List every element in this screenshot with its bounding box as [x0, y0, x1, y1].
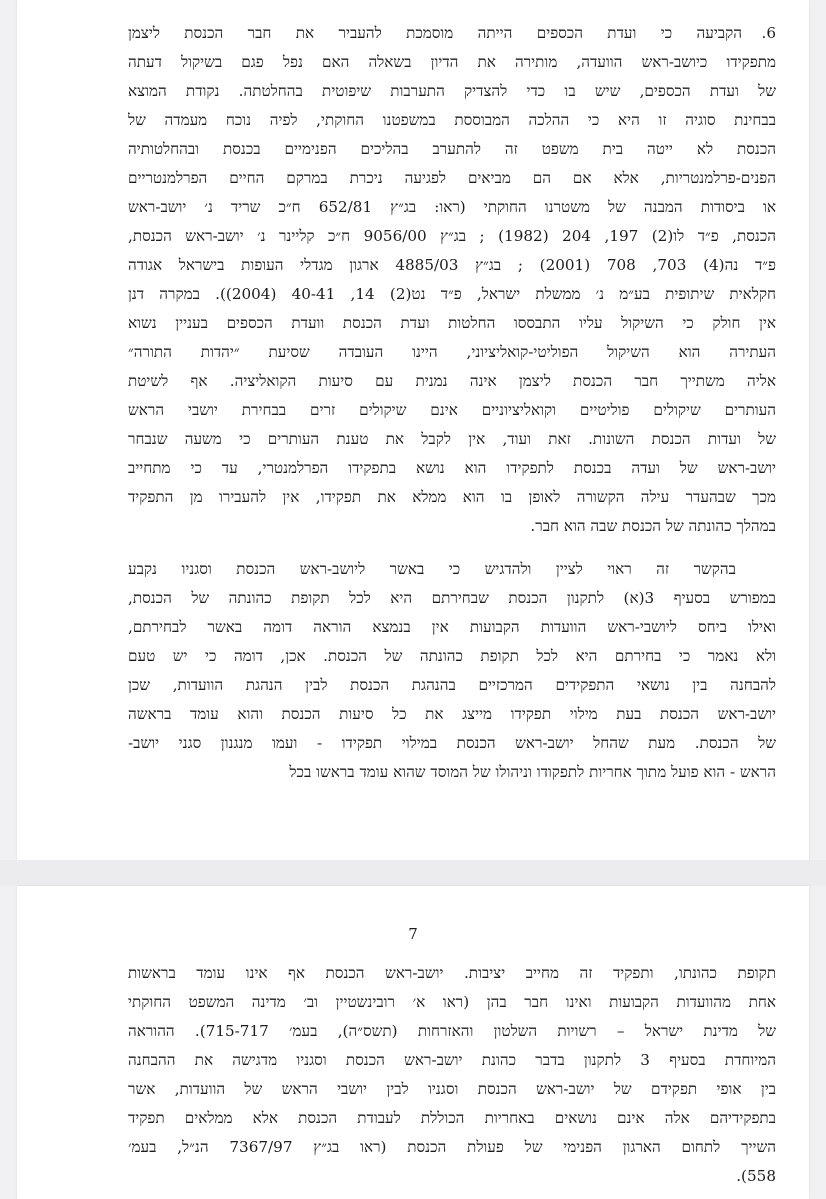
line-text: אין חולק כי השיקול עליו התבססו החלטות ועדת הכנסת וועדת הכספים בעניין נשוא [128, 314, 776, 332]
text-line [128, 367, 776, 396]
document-page-7 [17, 886, 809, 1199]
text-line [128, 19, 776, 48]
line-text: העותרים שיקולים פוליטיים וקואליציוניים אינם שיקולים זרים בבחירת יושבי הראש [128, 401, 776, 419]
text-line [128, 309, 776, 338]
line-text: הפנים-פרלמנטריות, אלא אם הם מביאים לפגיעה ניכרת במרקם החיים הפרלמנטריים [128, 169, 776, 187]
text-line [128, 164, 776, 193]
text-line [128, 425, 776, 454]
paragraph-6 [128, 19, 776, 541]
line-text: העתירה הוא השיקול הפוליטי-קואליציוני, היינו העובדה שסיעת ״יהדות התורה״ [128, 343, 776, 361]
text-line [128, 1046, 776, 1075]
line-text: בין אופי תפקידם של יושב-ראש הכנסת וסגניו לבין יושבי הראש של הוועדות, אשר [128, 1080, 776, 1098]
text-line [128, 512, 776, 541]
line-text: ולא נאמר כי בחירתם היא לכל תקופת כהונתה של הכנסת. אכן, דומה כי יש טעם [128, 647, 776, 665]
line-text: להבחנה בין נושאי התפקידים המרכזיים בהנהגת הכנסת לבין הנהגת הוועדות, שכן [128, 676, 776, 694]
text-line [128, 729, 776, 758]
line-text: הכנסת, פ״ד לו(2) 197, 204 (1982) ; בג״ץ 9056/00 ח״כ קליינר נ׳ יושב-ראש הכנסת, [128, 227, 776, 245]
line-text: ואילו ביחס ליושבי-ראש הוועדות הקבועות אין בנמצא הוראה דומה באשר לבחירתם, [128, 618, 776, 636]
line-text: הקביעה כי ועדת הכספים הייתה מוסמכת להעביר את חבר הכנסת ליצמן [128, 24, 742, 42]
line-text: אחת מהוועדות הקבועות ואינו חבר בהן (ראו א׳ רובינשטיין וב׳ מדינה המשפט החוקתי [128, 993, 776, 1011]
text-line [128, 396, 776, 425]
text-line [128, 483, 776, 512]
text-line [128, 280, 776, 309]
text-line [128, 671, 776, 700]
line-text: של ועדת הכספים, שיש בו כדי להצדיק התערבות שיפוטית בהחלטתה. נקודת המוצא [128, 82, 776, 100]
text-line [128, 1075, 776, 1104]
line-text: בהקשר זה ראוי לציין ולהדגיש כי באשר ליושב-ראש הכנסת וסגניו נקבע [128, 560, 736, 578]
line-text: הראש - הוא פועל מתוך אחריות לתפקודו וניהולו של המוסד שהוא עומד בראשו בכל [289, 763, 776, 781]
line-text: המיוחדת בסעיף 3 לתקנון בדבר כהונת יושב-ראש הכנסת וסגניו מדגישה את ההבחנה [128, 1051, 776, 1069]
text-line [128, 758, 776, 787]
line-text: השייך לתחום הארגון הפנימי של פעולת הכנסת (ראו בג״ץ 7367/97 הנ״ל, בעמ׳ [128, 1138, 776, 1156]
text-line [128, 1133, 776, 1162]
line-text: הכנסת לא ייטה בית משפט זה להתערב בהליכים הפנימיים בכנסת ובהחלטותיה [128, 140, 776, 158]
text-line [128, 222, 776, 251]
line-text: תקופת כהונתו, ותפקיד זה מחייב יציבות. יושב-ראש הכנסת אף אינו עומד בראשות [128, 964, 776, 982]
line-text: אליה משתייך חבר הכנסת ליצמן אינה נמנית עם סיעות הקואליציה. אף לשיטת [128, 372, 776, 390]
line-text: בתפקידיהם אלה אינם נושאים באחריות הכוללת לעבודת הכנסת אלא ממלאים תפקיד [128, 1109, 776, 1127]
line-text: של ועדות הכנסת השונות. זאת ועוד, אין לקבל את טענת העותרים כי משעה שנבחר [128, 430, 776, 448]
paragraph-number: 6. [761, 24, 776, 42]
line-text: פ״ד נה(4) 703, 708 (2001) ; בג״ץ 4885/03 ארגון מגדלי העופות בישראל אגודה [128, 256, 776, 274]
text-line [128, 988, 776, 1017]
text-line [128, 1017, 776, 1046]
line-text: בבחינת סוגיה זו היא כי ההלכה המבוססת במשפטנו החוקתי, לפיה נוכח מעמדה של [128, 111, 776, 129]
line-text: מכך שבהעדר עילה הקשורה לאופן בו הוא ממלא את תפקידו, אין להעבירו מן התפקיד [128, 488, 776, 506]
line-text: 558). [736, 1167, 776, 1185]
paragraph-continuation [128, 555, 776, 787]
text-line [128, 613, 776, 642]
document-page-6 [17, 0, 809, 860]
text-line [128, 1162, 776, 1191]
line-text: במפורש בסעיף 3(א) לתקנון הכנסת שבחירתם היא לכל תקופת כהונתה של הכנסת, [128, 589, 776, 607]
text-line [128, 700, 776, 729]
line-text: של מדינת ישראל – רשויות השלטון והאזרחות (תשס״ה), בעמ׳ 715-717). ההוראה [128, 1022, 776, 1040]
text-line [128, 338, 776, 367]
text-line [128, 454, 776, 483]
text-line [128, 642, 776, 671]
line-text: יושב-ראש הכנסת בעת מילוי תפקידו מייצג את כל סיעות הכנסת והוא עומד בראשה [128, 705, 776, 723]
text-line [128, 251, 776, 280]
paragraph-page-7 [128, 959, 776, 1191]
line-text: חקלאית שיתופית בע״מ נ׳ ממשלת ישראל, פ״ד נט(2) 14, 40-41 (2004)). במקרה דנן [128, 285, 776, 303]
text-line [128, 1104, 776, 1133]
page-separator [0, 860, 826, 886]
line-text: יושב-ראש של ועדה בכנסת לתפקידו הוא נושא בתפקידו הפרלמנטרי, עד כי מתחייב [128, 459, 776, 477]
line-text: במהלך כהונתה של הכנסת שבה הוא חבר. [530, 517, 776, 535]
line-text: מתפקידו כיושב-ראש הוועדה, מותירה את הדיון בשאלה האם נפל פגם בשיקול דעתה [128, 53, 776, 71]
text-line [128, 135, 776, 164]
text-line [128, 77, 776, 106]
line-text: או ביסודות המבנה של משטרנו החוקתי (ראו: בג״ץ 652/81 ח״כ שריד נ׳ יושב-ראש [128, 198, 776, 216]
text-line [128, 959, 776, 988]
text-line [128, 584, 776, 613]
text-line [128, 106, 776, 135]
text-line [128, 48, 776, 77]
line-text: של הכנסת. מעת שהחל יושב-ראש הכנסת במילוי תפקידו - ועמו מנגנון סגני יושב- [128, 734, 776, 752]
page-number: 7 [408, 925, 418, 943]
text-line [128, 555, 776, 584]
text-line [128, 193, 776, 222]
